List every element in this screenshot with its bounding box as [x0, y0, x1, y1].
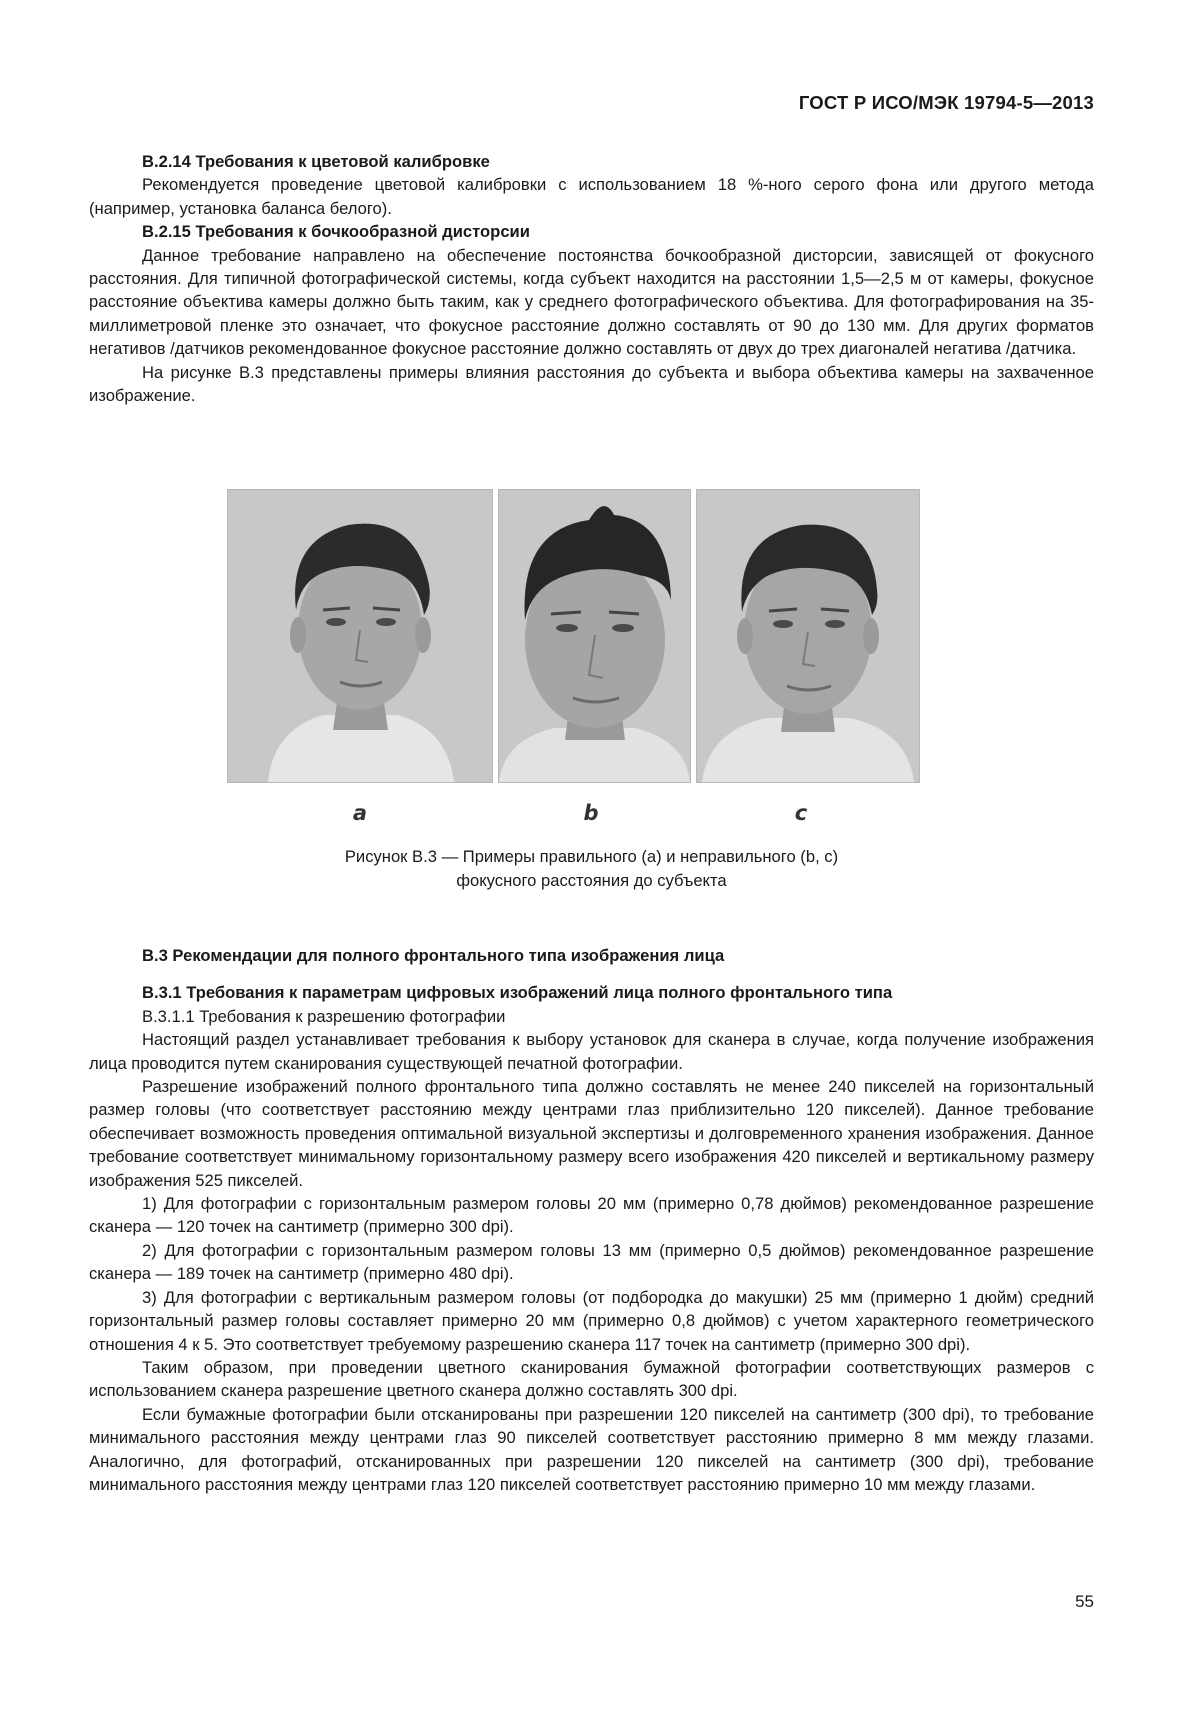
section-b214-text: Рекомендуется проведение цветовой калибровки с использованием 18 %-ного серого фона или другого метода (например, установка баланса белого).: [89, 175, 1094, 218]
label-c: c: [794, 801, 808, 825]
section-b3-p1: Настоящий раздел устанавливает требования к выбору установок для сканера в случае, когда получение изображения лица проводится путем сканирования существующей печатной фотографии.: [89, 1030, 1094, 1073]
face-photo-b: [498, 489, 691, 783]
section-b3-p3: 1) Для фотографии с горизонтальным размером головы 20 мм (примерно 0,78 дюймов) рекомендованное разрешение сканера — 120 точек на сантиметр (примерно 300 dpi).: [89, 1194, 1094, 1237]
section-b31-title: В.3.1 Требования к параметрам цифровых изображений лица полного фронтального типа: [142, 983, 893, 1003]
section-b214-title: В.2.14 Требования к цветовой калибровке: [142, 152, 490, 171]
section-b3-title: В.3 Рекомендации для полного фронтального типа изображения лица: [142, 946, 725, 965]
section-b3-p6: Таким образом, при проведении цветного сканирования бумажной фотографии соответствующих размеров с использованием сканера разрешение цветного сканера должно составлять 300 dpi.: [89, 1357, 1094, 1401]
figure-caption: [89, 845, 1094, 893]
figure-photos: [227, 489, 953, 783]
label-b: b: [583, 801, 599, 825]
section-b215-text-1: Данное требование направлено на обеспечение постоянства бочкообразной дисторсии, зависящей от фокусного расстояния. Для типичной фотографической системы, когда субъект находится на расстоянии 1,5—2,5 м от камеры, фокусное расстояние объектива камеры должно быть таким, как у среднего фотографического объектива. Для фотографирования на 35-миллиметровой пленке это означает, что фокусное расстояние должно составлять от 90 до 130 мм. Для других форматов негативов /датчиков рекомендованное фокусное расстояние должно составлять от двух до трех диагоналей негатива /датчика.: [89, 245, 1094, 359]
figure-labels: [227, 801, 953, 825]
section-b311-title: В.3.1.1 Требования к разрешению фотографии: [142, 1006, 506, 1026]
label-a: a: [352, 801, 368, 825]
caption-line-1: Рисунок В.3 — Примеры правильного (a) и неправильного (b, c): [344, 847, 839, 866]
section-b3-block: [89, 944, 1094, 1496]
caption-line-2: фокусного расстояния до субъекта: [456, 871, 727, 890]
document-header: ГОСТ Р ИСО/МЭК 19794-5—2013: [798, 92, 1094, 113]
page-number: 55: [1075, 1592, 1094, 1611]
section-b215-text-2: На рисунке В.3 представлены примеры влияния расстояния до субъекта и выбора объектива камеры на захваченное изображение.: [89, 362, 1094, 406]
section-b3-p2: Разрешение изображений полного фронтального типа должно составлять не менее 240 пикселей на горизонтальный размер головы (что соответствует расстоянию между центрами глаз приблизительно 120 пикселей). Данное требование обеспечивает возможность проведения оптимальной визуальной экспертизы и долговременного хранения изображения. Данное требование соответствует минимальному горизонтальному размеру всего изображения 420 пикселей и вертикальному размеру изображения 525 пикселей.: [89, 1077, 1094, 1190]
figure-b3: [227, 489, 953, 825]
section-b3-p7: Если бумажные фотографии были отсканированы при разрешении 120 пикселей на сантиметр (300 dpi), то требование минимального расстояния между центрами глаз 90 пикселей соответствует расстоянию примерно 8 мм между глазами. Аналогично, для фотографий, отсканированных при разрешении 120 пикселей на сантиметр (300 dpi), требование минимального расстояния между центрами глаз 120 пикселей соответствует расстоянию примерно 10 мм между глазами.: [89, 1404, 1094, 1494]
section-b3-p4: 2) Для фотографии с горизонтальным размером головы 13 мм (примерно 0,5 дюймов) рекомендованное разрешение сканера — 189 точек на сантиметр (примерно 480 dpi).: [89, 1240, 1094, 1284]
face-photo-a: [227, 489, 493, 783]
section-b3-p5: 3) Для фотографии с вертикальным размером головы (от подбородка до макушки) 25 мм (примерно 1 дюйм) средний горизонтальный размер головы составляет примерно 20 мм (примерно 0,8 дюймов) с учетом характерного геометрического отношения 4 к 5. Это соответствует требуемому разрешению сканера 117 точек на сантиметр (примерно 300 dpi).: [89, 1287, 1094, 1354]
top-text-block: [89, 150, 1094, 407]
face-photo-c: [696, 489, 920, 783]
section-b215-title: В.2.15 Требования к бочкообразной дисторсии: [142, 222, 530, 242]
